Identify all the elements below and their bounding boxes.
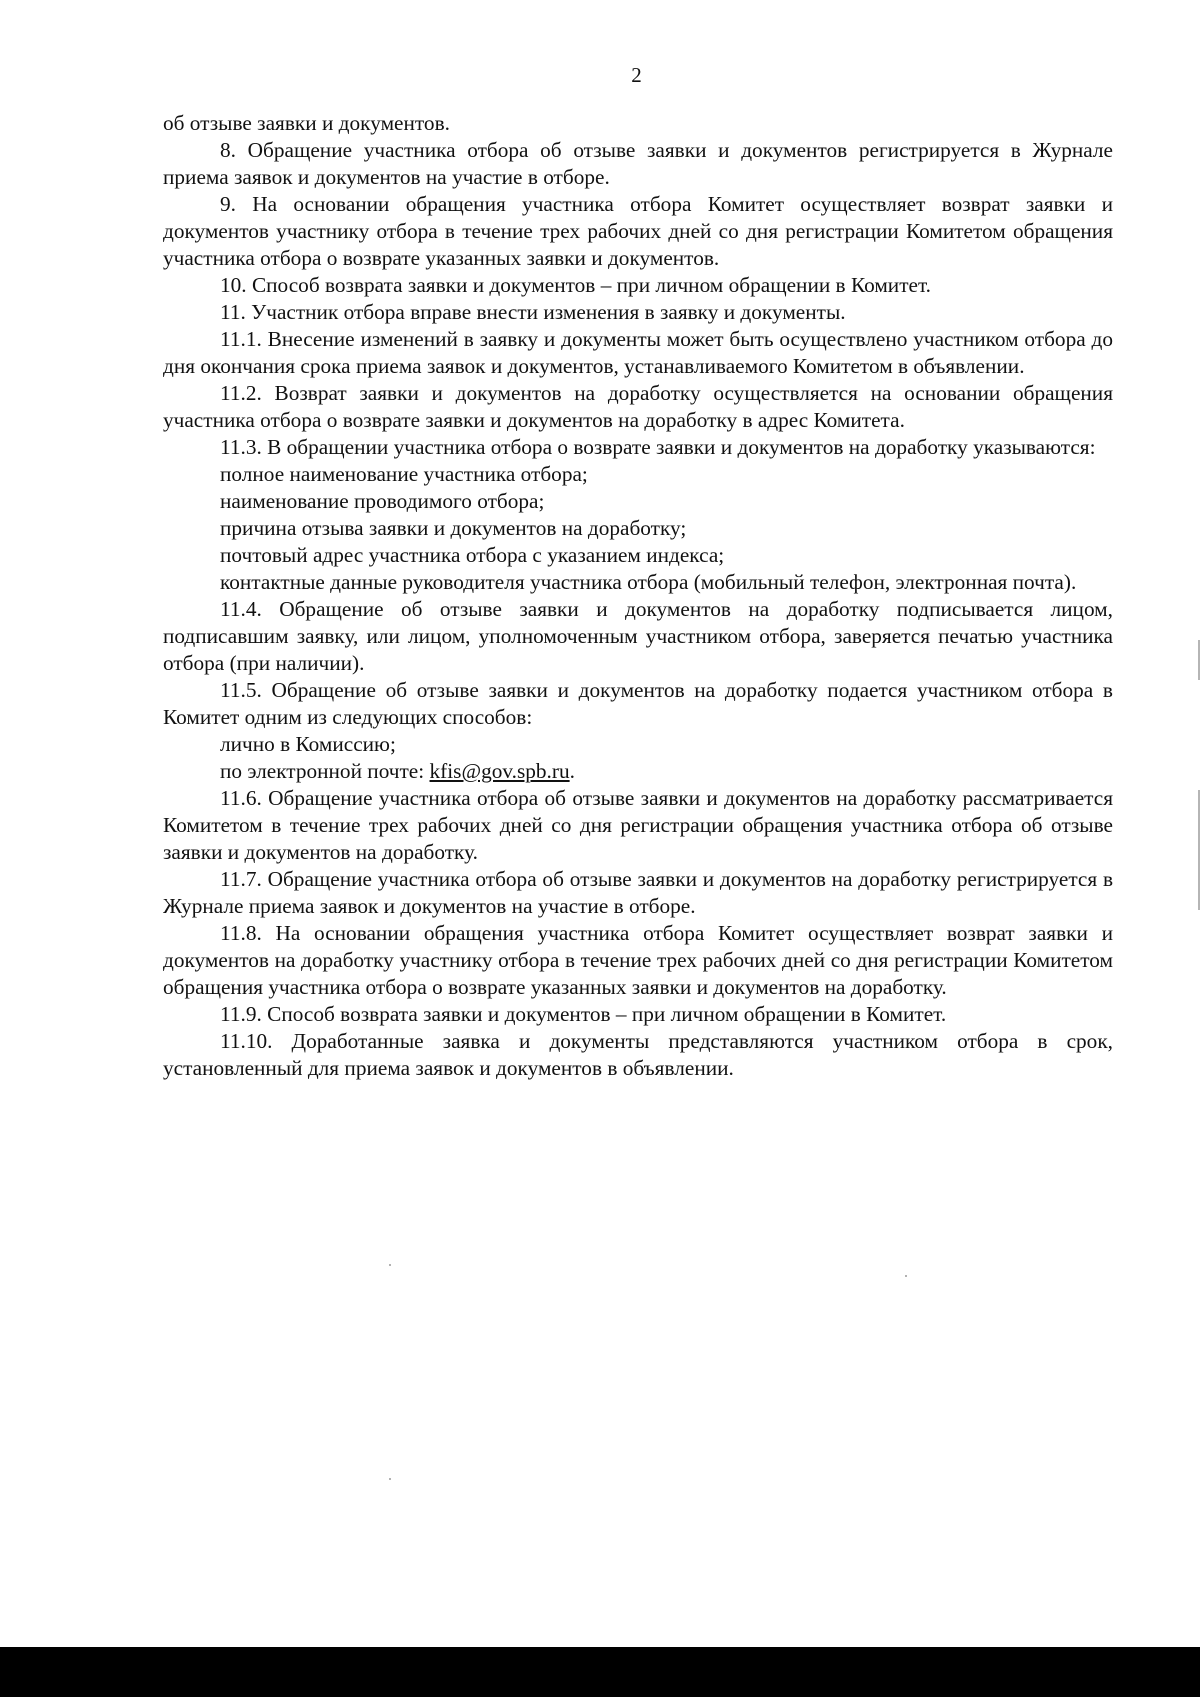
list-item: лично в Комиссию; (220, 732, 396, 756)
list-item: причина отзыва заявки и документов на доработку; (220, 516, 687, 540)
list-item-email (163, 758, 1113, 785)
email-label: по электронной почте: (220, 759, 430, 783)
paragraph-item-11-4: 11.4. Обращение об отзыве заявки и документов на доработку подписывается лицом, подписавшим заявку, или лицом, уполномоченным участником отбора, заверяется печатью участника отбора (при наличии). (163, 597, 1113, 675)
paragraph-item-11-8: 11.8. На основании обращения участника отбора Комитет осуществляет возврат заявки и документов на доработку участнику отбора в течение трех рабочих дней со дня регистрации Комитетом обращения участника отбора о возврате указанных заявки и документов на доработку. (163, 921, 1113, 999)
paragraph-item-11: 11. Участник отбора вправе внести изменения в заявку и документы. (220, 300, 846, 324)
scan-speck (389, 1478, 391, 1480)
scan-speck (389, 1264, 391, 1266)
scan-bottom-border (0, 1647, 1200, 1697)
paragraph-item-11-3: 11.3. В обращении участника отбора о возврате заявки и документов на доработку указываются: (220, 435, 1096, 459)
email-period: . (569, 759, 575, 783)
email-link[interactable]: kfis@gov.spb.ru (429, 759, 570, 783)
paragraph-item-11-9: 11.9. Способ возврата заявки и документов – при личном обращении в Комитет. (220, 1002, 947, 1026)
document-body (163, 110, 1113, 1082)
paragraph-item-11-1: 11.1. Внесение изменений в заявку и документы может быть осуществлено участником отбора до дня окончания срока приема заявок и документов, устанавливаемого Комитетом в объявлении. (163, 327, 1113, 378)
paragraph-item-11-7: 11.7. Обращение участника отбора об отзыве заявки и документов на доработку регистрируется в Журнале приема заявок и документов на участие в отборе. (163, 867, 1113, 918)
list-item: почтовый адрес участника отбора с указанием индекса; (220, 543, 725, 567)
paragraph-item-11-6: 11.6. Обращение участника отбора об отзыве заявки и документов на доработку рассматривается Комитетом в течение трех рабочих дней со дня регистрации обращения участника отбора об отзыве заявки и документов на доработку. (163, 786, 1113, 864)
page-number: 2 (631, 63, 642, 87)
paragraph-item-9: 9. На основании обращения участника отбора Комитет осуществляет возврат заявки и документов участнику отбора в течение трех рабочих дней со дня регистрации Комитетом обращения участника отбора о возврате указанных заявки и документов. (163, 192, 1113, 270)
scan-speck (905, 1275, 907, 1277)
paragraph-item-11-10: 11.10. Доработанные заявка и документы представляются участником отбора в срок, установленный для приема заявок и документов в объявлении. (163, 1029, 1113, 1080)
paragraph-item-11-2: 11.2. Возврат заявки и документов на доработку осуществляется на основании обращения участника отбора о возврате заявки и документов на доработку в адрес Комитета. (163, 381, 1113, 432)
list-item: контактные данные руководителя участника отбора (мобильный телефон, электронная почта). (220, 570, 1077, 594)
paragraph-continuation: об отзыве заявки и документов. (163, 111, 450, 135)
paragraph-item-10: 10. Способ возврата заявки и документов – при личном обращении в Комитет. (220, 273, 931, 297)
list-item: полное наименование участника отбора; (220, 462, 588, 486)
paragraph-item-11-5: 11.5. Обращение об отзыве заявки и документов на доработку подается участником отбора в Комитет одним из следующих способов: (163, 678, 1113, 729)
list-item: наименование проводимого отбора; (220, 489, 545, 513)
paragraph-item-8: 8. Обращение участника отбора об отзыве заявки и документов регистрируется в Журнале приема заявок и документов на участие в отборе. (163, 138, 1113, 189)
